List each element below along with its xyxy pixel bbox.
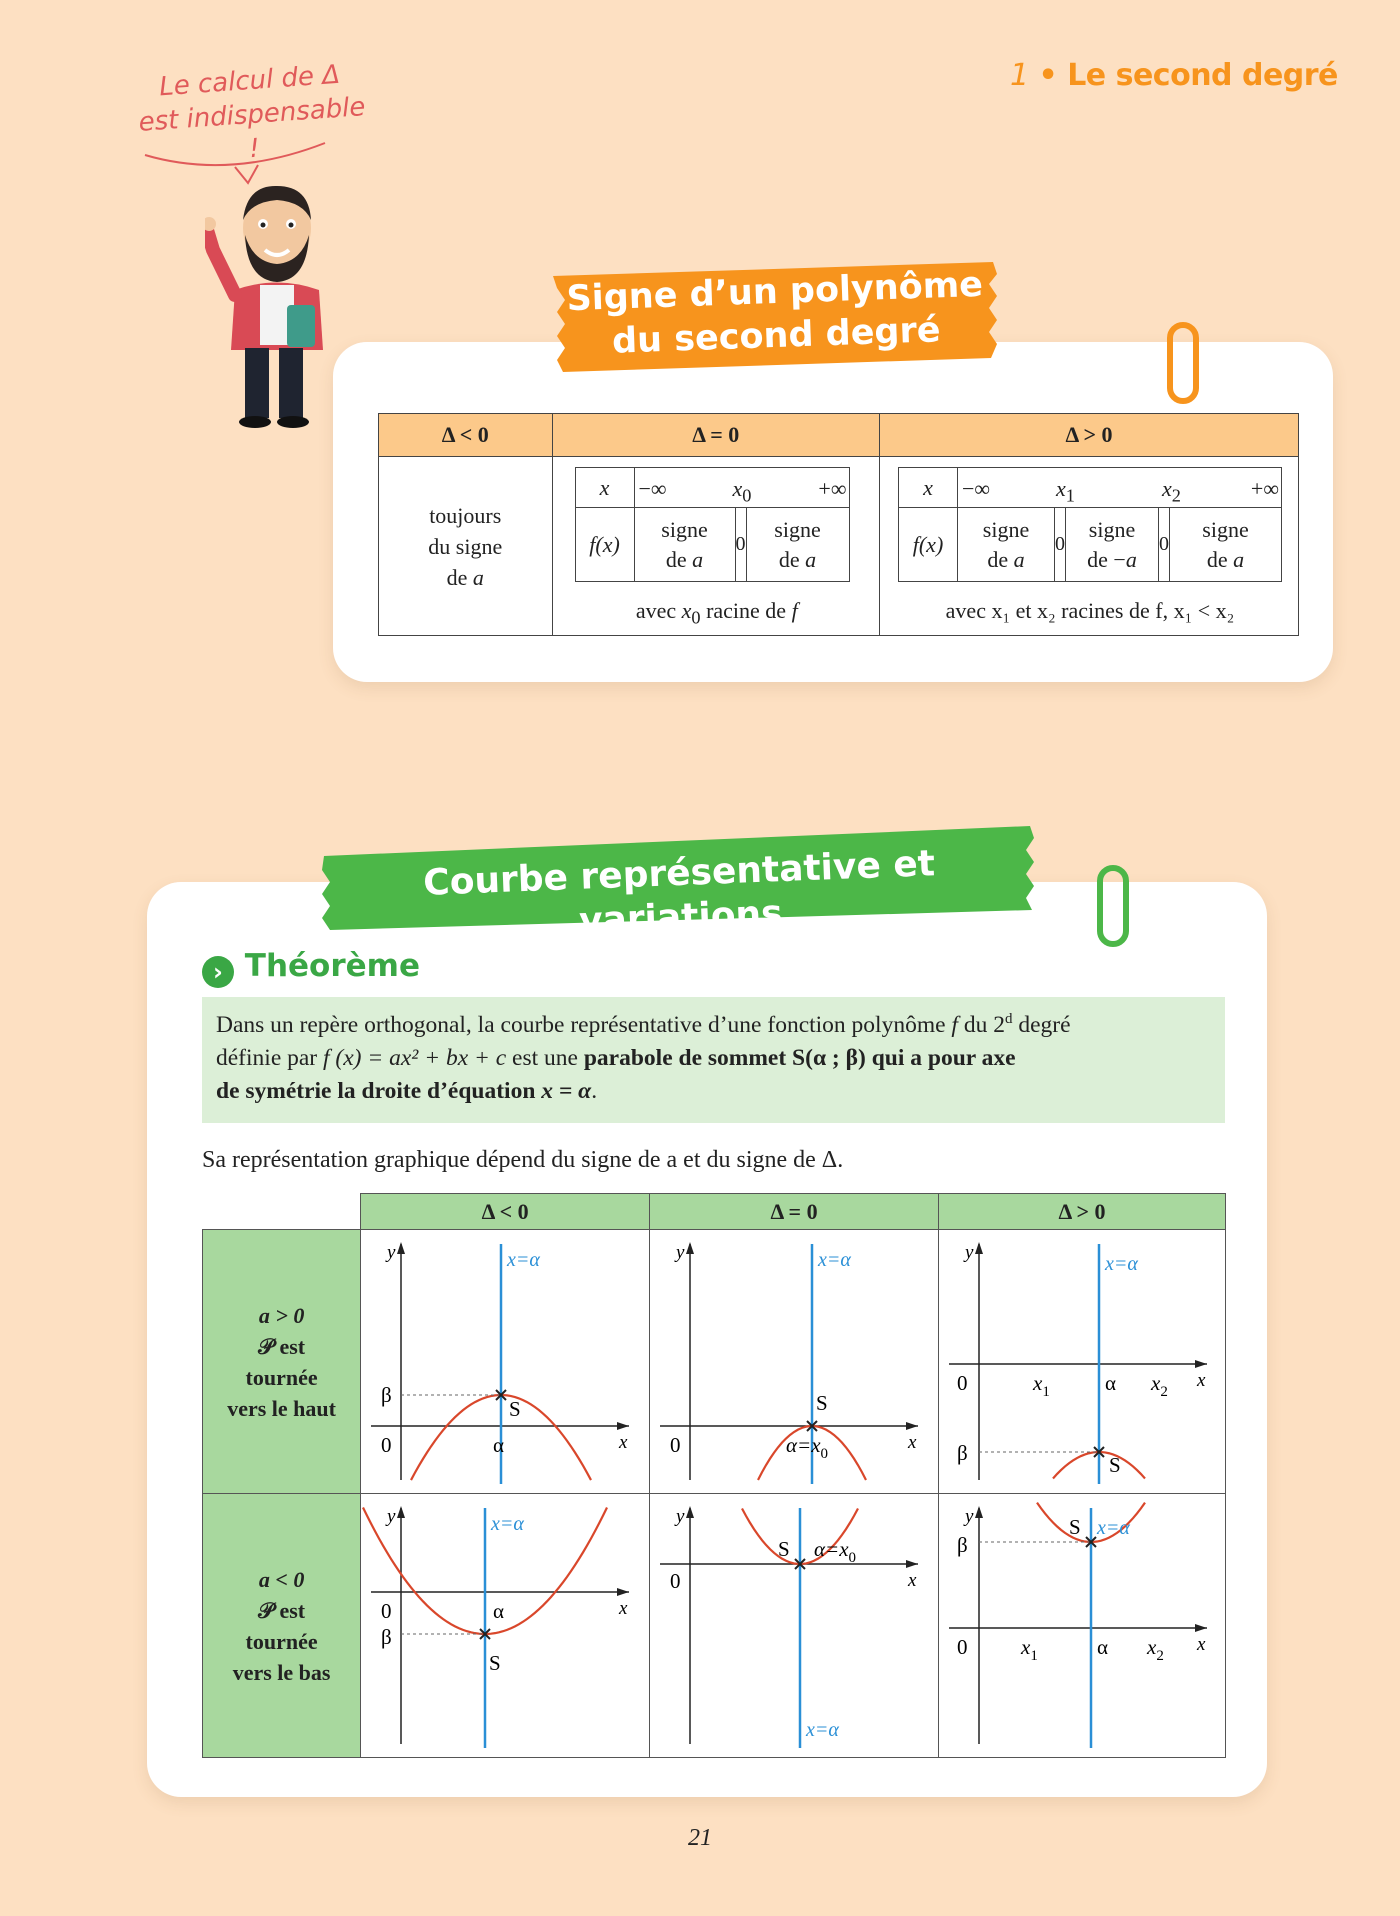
x-arrow-icon <box>617 1588 629 1596</box>
graph-up-pos <box>939 1230 1226 1494</box>
sign-pos-footer: avec x₁ et x₂ racines de f, x₁ < x₂ <box>945 598 1235 623</box>
symmetry-axis-label: x=α <box>818 1249 851 1271</box>
x-label: x <box>908 1432 917 1453</box>
x1-label: $x_1$ <box>1021 1635 1038 1664</box>
parabola-header-pos: Δ > 0 <box>939 1194 1226 1230</box>
y-arrow-icon <box>975 1506 983 1518</box>
teacher-mascot-icon <box>205 180 345 430</box>
x-arrow-icon <box>617 1422 629 1430</box>
theorem-heading <box>202 948 420 988</box>
sign-table <box>378 413 1299 636</box>
speech-tail-icon <box>140 135 340 185</box>
x1-label: $x_1$ <box>1033 1371 1050 1400</box>
row-label-up: a > 0 𝒫 est tournée vers le haut <box>203 1230 361 1494</box>
vertex-label: S <box>816 1391 828 1415</box>
section1-title-line2: du second degré <box>611 310 942 362</box>
theorem-box: Dans un repère orthogonal, la courbe représentative d’une fonction polynôme f du 2$^d$ degré définie par f (x) = ax² + bx + c est une parabole de sommet S(α ; β) qui a pour axe de symétrie la droite d’équation x = α. <box>202 997 1225 1123</box>
sign-pos-minitable: x −∞ $x_1$ $x_2$ +∞ f(x) signe de a 0 signe de −a 0 signe de a <box>898 467 1282 582</box>
vertex-label: S <box>1109 1453 1121 1477</box>
graph-down-neg <box>361 1494 650 1758</box>
sign-header-zero: Δ = 0 <box>552 414 879 457</box>
dependency-text: Sa représentation graphique dépend du signe de a et du signe de Δ. <box>202 1147 844 1173</box>
y-arrow-icon <box>686 1242 694 1254</box>
origin-label: 0 <box>381 1599 392 1623</box>
chapter-title: Le second degré <box>1067 58 1338 93</box>
y-arrow-icon <box>397 1506 405 1518</box>
alpha-label: α <box>493 1433 505 1457</box>
x-label: x <box>619 1432 628 1453</box>
x2-label: $x_2$ <box>1147 1635 1164 1664</box>
symmetry-axis-label: x=α <box>1097 1517 1130 1539</box>
sign-cell-neg <box>379 457 553 636</box>
beta-label: β <box>381 1625 392 1649</box>
alpha-label: α <box>1097 1635 1109 1659</box>
y-label: y <box>676 1242 685 1263</box>
vertex-label: S <box>778 1537 790 1561</box>
row-label-down: a < 0 𝒫 est tournée vers le bas <box>203 1494 361 1758</box>
symmetry-axis-label: x=α <box>1105 1253 1138 1275</box>
alpha-x0-label: $\alpha=x_0$ <box>786 1433 829 1462</box>
y-label: y <box>965 1506 974 1527</box>
x-arrow-icon <box>906 1560 918 1568</box>
origin-label: 0 <box>957 1371 968 1395</box>
x-label: x <box>1197 1634 1206 1655</box>
graph-up-zero <box>650 1230 939 1494</box>
beta-label: β <box>957 1441 968 1465</box>
x2-label: $x_2$ <box>1151 1371 1168 1400</box>
y-arrow-icon <box>975 1242 983 1254</box>
x-label: x <box>908 1570 917 1591</box>
graph-up-neg <box>361 1230 650 1494</box>
symmetry-axis-label: x=α <box>491 1513 525 1535</box>
parabola-header-zero: Δ = 0 <box>650 1194 939 1230</box>
chapter-separator: • <box>1038 58 1058 93</box>
paperclip-icon <box>1167 322 1199 404</box>
y-label: y <box>387 1506 396 1527</box>
section2-title: Courbe représentative et variations <box>422 843 936 942</box>
chapter-number: 1 <box>1010 58 1029 93</box>
page-number: 21 <box>688 1825 712 1851</box>
chevron-right-icon: › <box>202 956 234 988</box>
x-label: x <box>1197 1370 1206 1391</box>
beta-label: β <box>957 1533 968 1557</box>
x-label: x <box>619 1598 628 1619</box>
y-label: y <box>676 1506 685 1527</box>
paperclip-icon <box>1097 865 1129 947</box>
alpha-x0-label: $\alpha=x_0$ <box>814 1537 857 1566</box>
graph-down-pos <box>939 1494 1226 1758</box>
alpha-label: α <box>1105 1371 1117 1395</box>
vertex-label: S <box>489 1651 501 1675</box>
parabola-graph <box>939 1230 1225 1488</box>
parabola-graph <box>361 1230 647 1488</box>
y-label: y <box>965 1242 974 1263</box>
x-arrow-icon <box>1195 1624 1207 1632</box>
sign-header-pos: Δ > 0 <box>880 414 1299 457</box>
graph-down-zero <box>650 1494 939 1758</box>
parabola-graph <box>361 1494 647 1752</box>
origin-label: 0 <box>670 1433 681 1457</box>
parabola-graph <box>939 1494 1225 1752</box>
section1-title <box>552 262 1000 365</box>
y-arrow-icon <box>686 1506 694 1518</box>
origin-label: 0 <box>670 1569 681 1593</box>
alpha-label: α <box>493 1599 505 1623</box>
x-arrow-icon <box>1195 1360 1207 1368</box>
y-label: y <box>387 1242 396 1263</box>
symmetry-axis-label: x=α <box>507 1249 541 1271</box>
y-arrow-icon <box>397 1242 405 1254</box>
section1-title-line1: Signe d’un polynôme <box>565 264 984 320</box>
sign-cell-zero <box>552 457 879 636</box>
sign-cell-pos <box>880 457 1299 636</box>
parabola-graph <box>650 1494 936 1752</box>
sign-neg-line1: toujours <box>429 502 502 528</box>
beta-label: β <box>381 1383 392 1407</box>
theorem-label: Théorème <box>244 948 420 984</box>
vertex-label: S <box>509 1397 521 1421</box>
chapter-header <box>1010 58 1338 93</box>
symmetry-axis-label: x=α <box>806 1719 839 1741</box>
sign-zero-footer: avec $x_0$ racine de f <box>635 598 798 628</box>
sign-zero-minitable: x −∞ $x_0$ +∞ f(x) signe de a 0 signe de a <box>575 467 850 582</box>
sign-neg-line3: de a <box>446 564 484 590</box>
vertex-label: S <box>1069 1515 1081 1539</box>
parabola-graph <box>650 1230 936 1488</box>
x-arrow-icon <box>906 1422 918 1430</box>
sign-header-neg: Δ < 0 <box>379 414 553 457</box>
speech-line-1: Le calcul de Δ <box>158 59 341 103</box>
parabola-table <box>202 1193 1226 1758</box>
speech-line-2: est indispensable ! <box>137 92 367 165</box>
parabola-header-neg: Δ < 0 <box>361 1194 650 1230</box>
origin-label: 0 <box>381 1433 392 1457</box>
origin-label: 0 <box>957 1635 968 1659</box>
sign-neg-line2: du signe <box>428 533 503 559</box>
